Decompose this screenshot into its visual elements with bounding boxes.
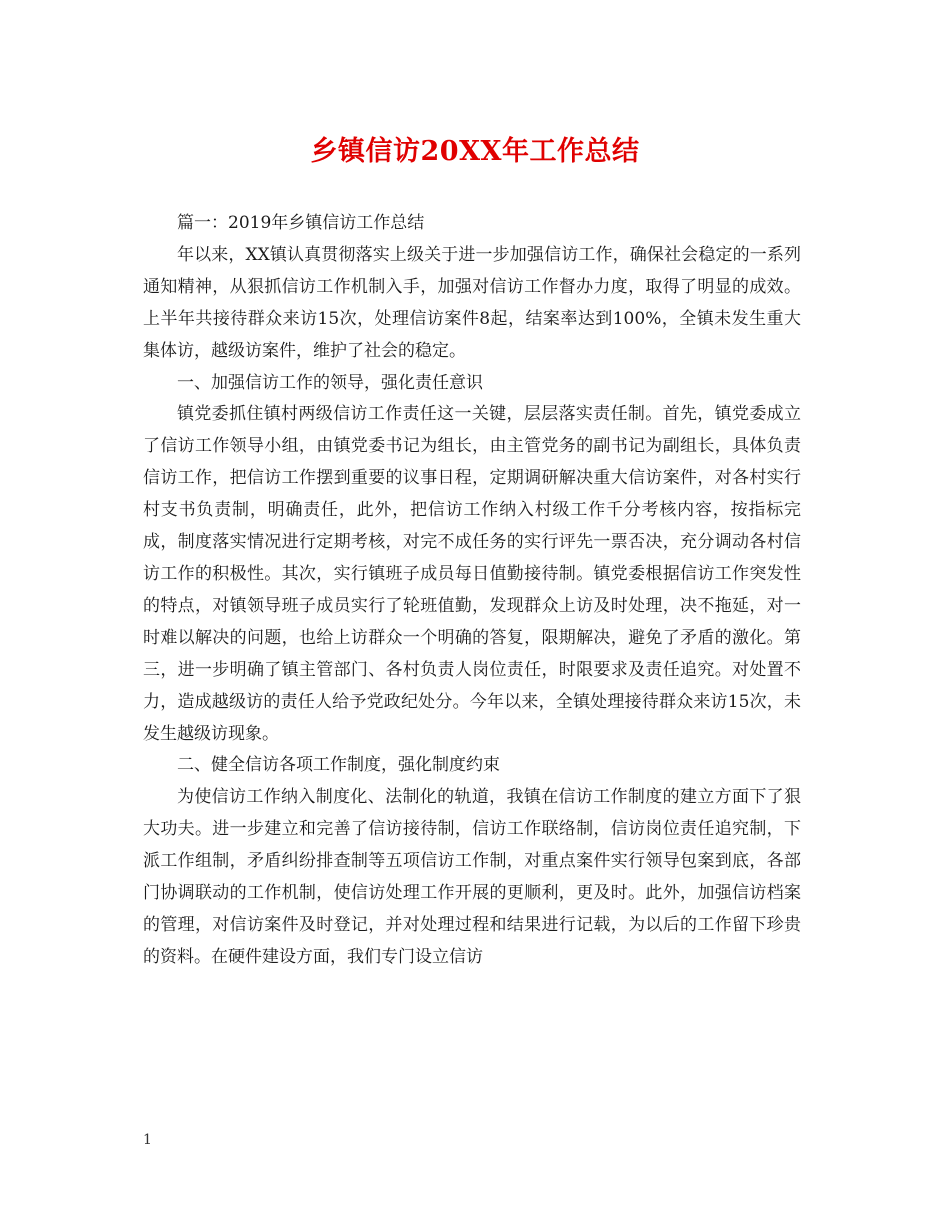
paragraph-section-heading: 篇一：2019年乡镇信访工作总结 <box>177 213 425 233</box>
paragraph-intro: 年以来，XX镇认真贯彻落实上级关于进一步加强信访工作，确保社会稳定的一系列通知精神，从狠抓信访工作机制入手，加强对信访工作督办力度，取得了明显的成效。上半年共接待群众来访15次，处理信访案件8起，结案率达到100%，全镇未发生重大集体访，越级访案件，维护了社会的稳定。 <box>143 244 801 361</box>
paragraph-body-2: 为使信访工作纳入制度化、法制化的轨道，我镇在信访工作制度的建立方面下了狠大功夫。进一步建立和完善了信访接待制，信访工作联络制，信访岗位责任追究制，下派工作组制，矛盾纠纷排查制等五项信访工作制，对重点案件实行领导包案到底，各部门协调联动的工作机制，使信访处理工作开展的更顺利，更及时。此外，加强信访档案的管理，对信访案件及时登记，并对处理过程和结果进行记载，为以后的工作留下珍贵的资料。在硬件建设方面，我们专门设立信访 <box>143 787 801 967</box>
paragraph-body-1: 镇党委抓住镇村两级信访工作责任这一关键，层层落实责任制。首先，镇党委成立了信访工作领导小组，由镇党委书记为组长，由主管党务的副书记为副组长，具体负责信访工作，把信访工作摆到重要的议事日程，定期调研解决重大信访案件，对各村实行村支书负责制，明确责任，此外，把信访工作纳入村级工作千分考核内容，按指标完成，制度落实情况进行定期考核，对完不成任务的实行评先一票否决，充分调动各村信访工作的积极性。其次，实行镇班子成员每日值勤接待制。镇党委根据信访工作突发性的特点，对镇领导班子成员实行了轮班值勤，发现群众上访及时处理，决不拖延，对一时难以解决的问题，也给上访群众一个明确的答复，限期解决，避免了矛盾的激化。第三，进一步明确了镇主管部门、各村负责人岗位责任，时限要求及责任追究。对处置不力，造成越级访的责任人给予党政纪处分。今年以来，全镇处理接待群众来访15次，未发生越级访现象。 <box>143 404 801 744</box>
document-title: 乡镇信访20XX年工作总结 <box>310 136 640 167</box>
paragraph-heading-1: 一、加强信访工作的领导，强化责任意识 <box>177 372 483 393</box>
paragraph-heading-2: 二、健全信访各项工作制度，强化制度约束 <box>177 755 500 776</box>
document-body <box>143 208 801 974</box>
page-number: 1 <box>143 1132 152 1148</box>
